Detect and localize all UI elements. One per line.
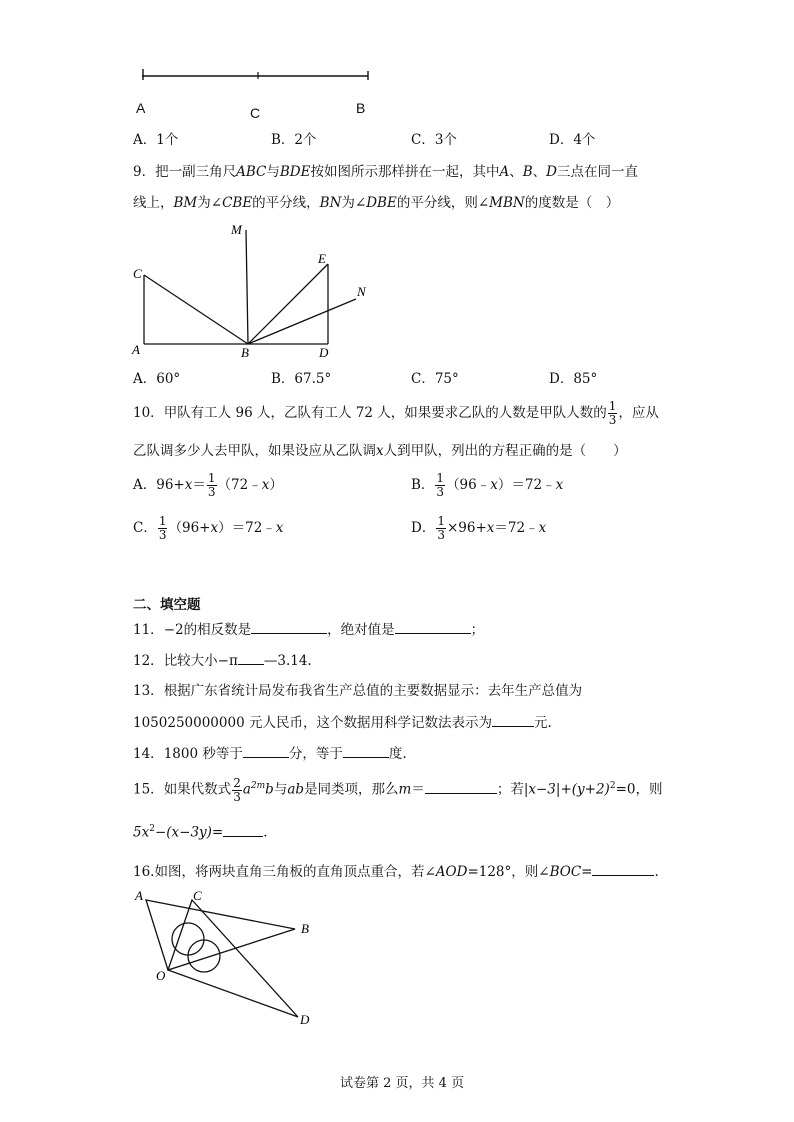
text: （96﹣ [446,477,491,493]
text: ；若 [496,781,524,798]
ray-bn [248,299,356,344]
text: 三点在同一直 [556,164,638,180]
var-abc: ABC [236,164,267,180]
label-b: B [356,100,366,116]
expression: 5x [133,824,150,841]
angle-arc [188,940,220,972]
denominator: 3 [158,528,167,542]
var-x: x [486,520,495,536]
var-boc: BOC [549,864,582,880]
text: 按如图所示那样拼在一起，其中 [310,164,500,180]
var-a: a [242,781,251,798]
denominator: 3 [437,528,445,542]
var-b: B [522,164,533,180]
text: 根据广东省统计局发布我省生产总值的主要数据显示：去年生产总值为 [163,683,583,699]
text: 、 [532,164,547,180]
text: （96+ [168,520,211,536]
text: 乙队调多少人去甲队，如果设应从乙队调 [133,443,376,459]
fig-label-a: A [132,342,140,357]
text: ； [470,622,485,638]
q9-option-b[interactable]: B．67.5° [271,371,332,387]
q16 [133,861,659,882]
q10-number: 10． [133,405,164,421]
angle-arc [172,923,204,955]
edge-be [248,264,328,344]
text: A．96+ [133,477,185,493]
var-m: m [398,781,412,798]
text: 为∠ [197,195,223,211]
q9-line-1 [133,162,638,182]
text: ） [269,477,283,493]
var-aod: AOD [435,864,468,880]
answer-blank[interactable] [395,619,471,634]
fig-label-m: M [231,222,242,237]
text: ，则 [635,781,663,798]
q13-number: 13． [133,683,164,699]
var-x: x [555,477,564,493]
q12 [133,650,312,671]
text: D． [411,520,436,536]
var-bn: BN [319,195,342,211]
answer-blank[interactable] [243,743,289,758]
answer-blank[interactable] [592,861,654,876]
text: 1050250000000 元人民币，这个数据用科学记数法表示为 [133,715,492,731]
numerator: 1 [207,471,216,485]
text: 、 [509,164,523,180]
text: ）＝72﹣ [497,477,556,493]
var-a: A [499,164,510,180]
page-footer: 试卷第 2 页，共 4 页 [340,1076,465,1091]
q10-option-b[interactable] [411,472,563,499]
var-x: x [210,520,219,536]
numerator: 1 [608,399,617,413]
q8-option-d[interactable]: D．4个 [549,132,596,148]
text: 线上， [133,195,174,211]
text: （72﹣ [217,477,262,493]
fig-label-b: B [241,345,249,360]
text: ＝ [192,477,206,493]
label-c: C [250,105,261,121]
text: 人到甲队，列出的方程正确的是（ ） [383,443,627,459]
q15-line-1 [133,776,662,804]
fig-label-e: E [318,251,326,266]
text: 如图，将两块直角三角板的直角顶点重合，若∠ [154,864,436,880]
text: ＝72﹣ [494,520,539,536]
q16-number: 16. [133,864,155,880]
text: C． [133,520,157,536]
fraction-one-third [158,515,168,542]
q8-option-c[interactable]: C．3个 [411,132,457,148]
q10-option-c[interactable] [133,515,283,542]
q15-line-2 [133,819,268,843]
q10-line-1 [133,400,659,427]
fig-label-c: C [193,888,202,903]
fraction-one-third [207,472,217,499]
text: B． [411,477,435,493]
exponent: 2 [149,824,155,834]
q8-option-b[interactable]: B．2个 [271,132,317,148]
var-dbe: DBE [366,195,397,211]
numerator: 1 [436,471,445,485]
var-b: b [265,781,274,798]
q10-option-a[interactable] [133,472,283,499]
q10-line-2 [133,441,627,461]
text: 元. [533,715,552,731]
text: + [560,781,572,798]
denominator: 3 [233,789,241,804]
text: 的平分线， [252,195,320,211]
text: . [654,864,659,880]
ray-bm [246,230,248,344]
q11 [133,619,484,640]
denominator: 3 [436,485,445,499]
abs-expression: |x−3| [523,781,561,798]
exponent: 2m [250,781,266,791]
q9-number: 9． [133,164,156,180]
text: = [581,864,593,880]
numerator: 1 [158,514,167,528]
text: 为∠ [341,195,367,211]
text: =0 [615,781,636,798]
q13-line-2 [133,712,552,733]
text: 1800 秒等于 [163,746,243,762]
text: 度. [388,746,407,762]
answer-blank[interactable] [343,743,389,758]
answer-blank[interactable] [223,822,263,837]
answer-blank[interactable] [251,619,327,634]
q8-option-a[interactable]: A．1个 [133,132,179,148]
text: ，应从 [618,405,659,421]
var-cbe: CBE [222,195,253,211]
fig-label-d: D [319,345,329,360]
fig-label-o: O [156,968,166,983]
text: 与 [273,781,288,798]
denominator: 3 [207,485,216,499]
text: ，绝对值是 [327,622,395,638]
fraction-two-thirds [232,777,242,804]
text: ）＝72﹣ [218,520,276,536]
answer-blank[interactable] [425,779,497,794]
fraction-one-third [608,400,618,427]
var-x: x [376,443,384,459]
numerator: 2 [233,775,241,790]
text: 分，等于 [288,746,343,762]
overlapping-triangles-figure [130,884,330,1034]
var-ab: ab [287,781,305,798]
q14 [133,743,407,764]
q14-number: 14． [133,746,164,762]
q10-option-d[interactable] [411,515,546,542]
var-d: D [546,164,557,180]
text: =128°，则∠ [467,864,550,880]
var-x: x [261,477,270,493]
q9-option-d[interactable]: D．85° [549,371,598,387]
text: 把一副三角尺 [155,164,237,180]
var-bde: BDE [279,164,311,180]
var-x: x [490,477,498,493]
triangle-aob [146,900,295,970]
edge-cb [144,275,248,344]
fig-label-d: D [300,1012,310,1027]
var-bm: BM [173,195,198,211]
fig-label-b: B [301,921,309,936]
text: 的度数是（ ） [524,195,620,211]
text: 是同类项，那么 [304,781,399,798]
text: 的平分线，则∠ [396,195,490,211]
q11-number: 11． [133,622,164,638]
text: −2的相反数是 [163,622,252,638]
text: 比较大小−π [163,653,238,669]
text: 与 [266,164,280,180]
q13-line-1 [133,681,582,701]
square-expression: (y+2) [571,781,610,798]
fig-label-c: C [133,266,142,281]
var-mbn: MBN [489,195,525,211]
text: 如果代数式 [163,781,232,798]
answer-blank[interactable] [492,712,534,727]
fraction-one-third [435,472,445,499]
text: 甲队有工人 96 人，乙队有工人 72 人，如果要求乙队的人数是甲队人数的 [163,405,607,421]
q9-option-c[interactable]: C．75° [411,371,459,387]
q9-option-a[interactable]: A．60° [133,371,181,387]
var-x: x [275,520,284,536]
text: ×96+ [446,520,487,536]
section-title: 二、填空题 [133,597,201,613]
q15-number: 15． [133,781,164,798]
fraction-one-third [436,515,446,542]
label-a: A [136,100,146,116]
denominator: 3 [608,413,617,427]
text: —3.14. [263,653,312,669]
q9-line-2 [133,193,619,213]
q12-number: 12． [133,653,164,669]
fig-label-n: N [357,284,366,299]
answer-blank[interactable] [238,650,264,665]
var-x: x [184,477,193,493]
fig-label-a: A [135,888,143,903]
numerator: 1 [437,514,445,528]
var-x: x [538,520,547,536]
text: ＝ [411,781,425,798]
text: . [263,824,268,841]
exponent: 2 [609,781,616,791]
triangle-ruler-figure [130,220,380,360]
expression: −(x−3y)= [154,824,224,841]
